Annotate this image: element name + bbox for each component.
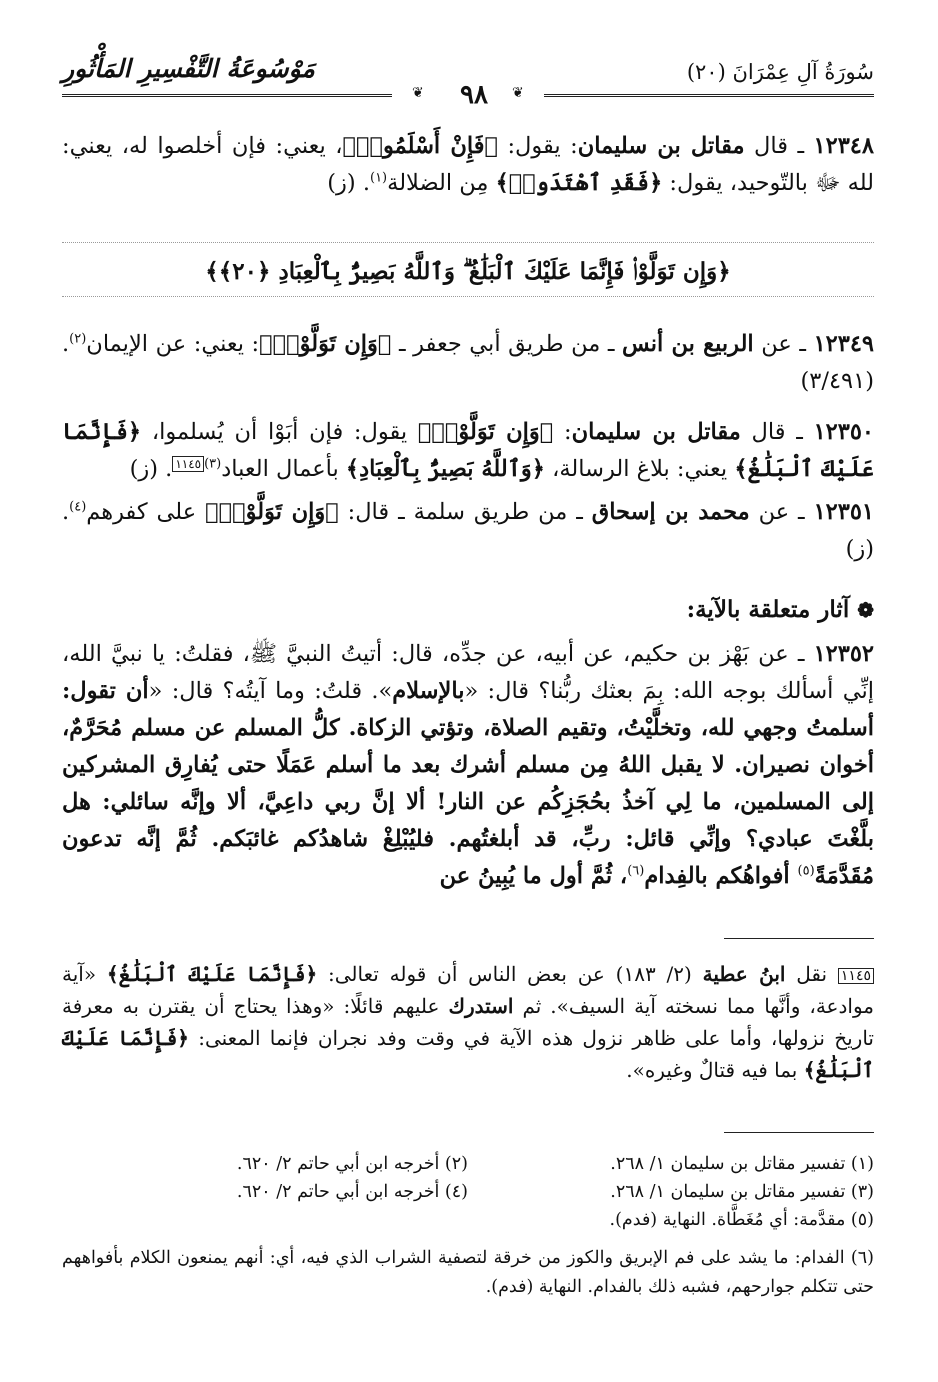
athar-number: ١٢٣٥٢ [813,641,875,667]
hadith-text: أن تقول: أسلمتُ وجهي لله، وتخلَّيْتُ، وتقيم الصلاة، وتؤتي الزكاة. كلُّ المسلم عن مسلم مُحَرَّمٌ، أخوان نصيران. لا يقبل اللهُ مِن مسلم أشرك بعد ما أسلم عَمَلًا حتى يُفارِق المشركين إلى المسلمين، ما لِي آخذُ بحُجَزِكُم عن النار! ألا إنَّ ربي داعِيَّ، ألا وإنَّه سائلي: هل بلَّغْتَ عبادي؟ وإنِّي قائل: ربِّ، قد أبلغتُهم. فليُبْلِغْ شاهدُكم غائبَكم. ثُمَّ إنَّه تدعون مُقَدَّمَةً [62,678,874,889]
section-heading [62,596,874,623]
quran-quote: ﴿فَإِنَّمَا عَلَيْكَ ٱلْبَلَٰغُ﴾ [106,962,318,986]
footnote-3: (٣) تفسير مقاتل بن سليمان ١/ ٢٦٨. [610,1182,874,1202]
quran-quote: ﴿فَإِنَّمَا عَلَيْكَ ٱلْبَلَٰغُ﴾ [62,1026,874,1082]
quran-quote: ﴿وَٱللَّهُ بَصِيرٌۢ بِٱلْعِبَادِ﴾ [345,456,545,482]
athar-number: ١٢٣٤٩ [813,331,874,357]
section-title: آثار متعلقة بالآية: [686,596,850,623]
athar-12349: ١٢٣٤٩ ـ عن الربيع بن أنس ـ من طريق أبي جعفر ـ ﴿وَإِن تَوَلَّوْا۟﴾: يعني: عن الإيمان$^{(٢)}$. (٣/٤٩١) [62,331,874,394]
footnote-marker: (٣) [204,456,222,472]
commentary-ref-badge[interactable]: ١١٤٥ [172,456,204,472]
footnote-marker: (٥) [797,863,815,879]
quran-quote: ﴿فَقَدِ ٱهْتَدَوا۟﴾ [495,170,663,196]
footnote-2: (٢) أخرجه ابن أبي حاتم ٢/ ٦٢٠. [236,1154,468,1174]
quran-quote: ﴿فَإِنْ أَسْلَمُوا۟﴾ [342,133,498,159]
verse-rule-top [62,242,874,245]
quran-quote: ﴿وَإِن تَوَلَّوْا۟﴾ [205,499,339,525]
quran-quote: ﴿وَإِن تَوَلَّوْا۟﴾ [259,331,392,357]
footnote-row [62,1178,874,1206]
footnote-separator [724,1132,874,1133]
footnote-5: (٥) مقدَّمة: أي مُغَطَّاة. النهاية (فدم). [609,1210,874,1230]
narrator: مقاتل بن سليمان [577,133,745,159]
page-header [62,52,874,110]
athar-number: ١٢٣٥١ [813,499,874,525]
athar-number: ١٢٣٤٨ [813,133,874,159]
commentary-note-1145: ١١٤٥ نقل ابنُ عطية (٢/ ١٨٣) عن بعض الناس أن قوله تعالى: ﴿فَإِنَّمَا عَلَيْكَ ٱلْبَلَٰغُ﴾ «آية موادعة، وأنَّها مما نسخته آية السيف». ثم استدرك عليهم قائلًا: «وهذا يحتاج أن يقترن به معرفة تاريخ نزولها، وأما على ظاهر نزول هذه الآية في وقت وفد نجران فإنما المعنى: ﴿فَإِنَّمَا عَلَيْكَ ٱلْبَلَٰغُ﴾ بما فيه قتالٌ وغيره». [62,962,874,1082]
ornament-icon: ❦ [412,85,424,101]
commentary-ref-badge: ١١٤٥ [838,968,874,984]
ornament-icon: ❦ [512,85,524,101]
footnote-marker: (٦) [627,863,645,879]
athar-12351: ١٢٣٥١ ـ عن محمد بن إسحاق ـ من طريق سلمة ـ قال: ﴿وَإِن تَوَلَّوْا۟﴾ على كفرهم$^{(٤)}$. (ز) [62,499,874,562]
quran-quote: ﴿وَإِن تَوَلَّوْا۟﴾ [417,419,554,445]
footnote-row [62,1206,874,1234]
header-rule-right [544,94,874,97]
athar-12352: ١٢٣٥٢ ـ عن بَهْز بن حكيم، عن أبيه، عن جدِّه، قال: أتيتُ النبيَّ ﷺ، فقلتُ: يا نبيَّ الله، إنِّي أسألك بوجه الله: بِمَ بعثك ربُّنا؟ قال: «بالإسلام». قلتُ: وما آيتُه؟ قال: «أن تقول: أسلمتُ وجهي لله، وتخلَّيْتُ، وتقيم الصلاة، وتؤتي الزكاة. كلُّ المسلم عن مسلم مُحَرَّمٌ، أخوان نصيران. لا يقبل اللهُ مِن مسلم أشرك بعد ما أسلم عَمَلًا حتى يُفارِق المشركين إلى المسلمين، ما لِي آخذُ بحُجَزِكُم عن النار! ألا إنَّ ربي داعِيَّ، ألا وإنَّه سائلي: هل بلَّغْتَ عبادي؟ وإنِّي قائل: ربِّ، قد أبلغتُهم. فليُبْلِغْ شاهدُكم غائبَكم. ثُمَّ إنَّه تدعون مُقَدَّمَةً$^{(٥)}$ أفواهُكم بالفِدام$^{(٦)}$، ثُمَّ أول ما يُبِينُ عن [62,641,875,889]
narrator: مقاتل بن سليمان [571,419,741,445]
flower-icon: ❁ [857,598,874,622]
footnote-1: (١) تفسير مقاتل بن سليمان ١/ ٢٦٨. [610,1154,874,1174]
footnote-marker: (٢) [69,331,87,347]
athar-12348: ١٢٣٤٨ ـ قال مقاتل بن سليمان: يقول: ﴿فَإِنْ أَسْلَمُوا۟﴾، يعني: فإن أخلصوا له، يعني: لله ﷻ بالتّوحيد، يقول: ﴿فَقَدِ ٱهْتَدَوا۟﴾ مِن الضلالة$^{(١)}$. (ز) [62,133,874,196]
footnote-marker: (٤) [69,499,87,515]
quran-quote: ﴿فَإِنَّمَا عَلَيْكَ ٱلْبَلَٰغُ﴾ [62,419,874,482]
athar-number: ١٢٣٥٠ [813,419,874,445]
note-separator [724,938,874,939]
narrator: محمد بن إسحاق [591,499,750,525]
athar-12350: ١٢٣٥٠ ـ قال مقاتل بن سليمان: ﴿وَإِن تَوَلَّوْا۟﴾ يقول: فإن أبَوْا أن يُسلموا، ﴿فَإِنَّمَا عَلَيْكَ ٱلْبَلَٰغُ﴾ يعني: بلاغ الرسالة، ﴿وَٱللَّهُ بَصِيرٌۢ بِٱلْعِبَادِ﴾ بأعمال العباد$^{(٣)}$١١٤٥. (ز) [62,419,874,482]
footnote-6: (٦) الفدام: ما يشد على فم الإبريق والكوز من خرقة لتصفية الشراب الذي فيه، أي: أنهم يمنعون الكلام بأفواههم حتى تتكلم جوارحهم، فشبه ذلك بالفدام. النهاية (فدم). [62,1248,874,1297]
header-rule-left [62,94,392,97]
verse-frame [62,242,874,298]
footnotes [62,1150,874,1234]
book-title: مَوْسُوعَةُ التَّفْسِيرِ المَأْثُورِ [62,54,315,83]
footnote-marker: (١) [369,170,388,186]
footnote-row [62,1150,874,1178]
quran-verse: ﴿وَإِن تَوَلَّوْا۟ فَإِنَّمَا عَلَيْكَ ٱلْبَلَٰغُ ۗ وَٱللَّهُ بَصِيرٌۢ بِٱلْعِبَادِ ﴿٢٠﴾﴾ [205,258,731,285]
surah-title: سُورَةُ آلِ عِمْرَانَ (٢٠) [686,60,874,84]
narrator: الربيع بن أنس [622,331,754,357]
verse-rule-bottom [62,296,874,299]
footnote-4: (٤) أخرجه ابن أبي حاتم ٢/ ٦٢٠. [236,1182,468,1202]
page-number: ٩٨ [460,80,488,110]
